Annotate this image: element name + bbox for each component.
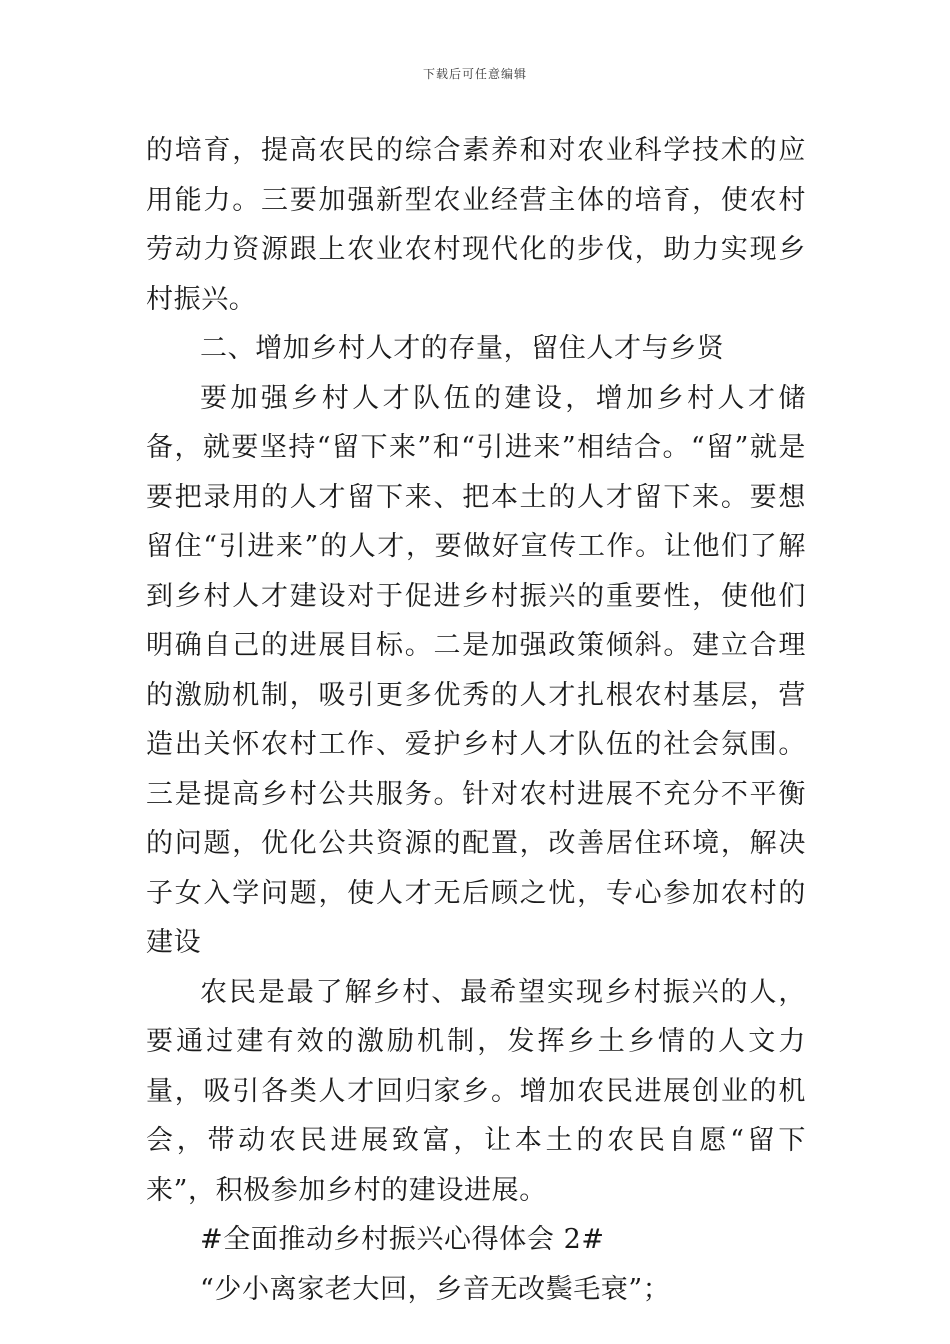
document-body bbox=[146, 126, 806, 1314]
paragraph-continuation: 的培育，提高农民的综合素养和对农业科学技术的应用能力。三要加强新型农业经营主体的培育，使农村劳动力资源跟上农业农村现代化的步伐，助力实现乡村振兴。 bbox=[146, 135, 806, 315]
section-heading: 二、增加乡村人才的存量，留住人才与乡贤 bbox=[200, 333, 725, 364]
paragraph-talent-retention: 要加强乡村人才队伍的建设，增加乡村人才储备，就要坚持“留下来”和“引进来”相结合。“留”就是要把录用的人才留下来、把本土的人才留下来。要想留住“引进来”的人才，要做好宣传工作。让他们了解到乡村人才建设对于促进乡村振兴的重要性，使他们明确自己的进展目标。二是加强政策倾斜。建立合理的激励机制，吸引更多优秀的人才扎根农村基层，营造出关怀农村工作、爱护乡村人才队伍的社会氛围。三是提高乡村公共服务。针对农村进展不充分不平衡的问题，优化公共资源的配置，改善居住环境，解决子女入学问题，使人才无后顾之忧，专心参加农村的建设 bbox=[146, 382, 806, 958]
poem-quote: “少小离家老大回，乡音无改鬓毛衰”； bbox=[200, 1273, 671, 1305]
section-title-2: #全面推动乡村振兴心得体会 2# bbox=[200, 1224, 605, 1255]
page-header: 下载后可任意编辑 bbox=[422, 67, 527, 81]
paragraph-farmers: 农民是最了解乡村、最希望实现乡村振兴的人，要通过建有效的激励机制，发挥乡土乡情的人文力量，吸引各类人才回归家乡。增加农民进展创业的机会，带动农民进展致富，让本土的农民自愿“留下来”，积极参加乡村的建设进展。 bbox=[146, 976, 806, 1206]
